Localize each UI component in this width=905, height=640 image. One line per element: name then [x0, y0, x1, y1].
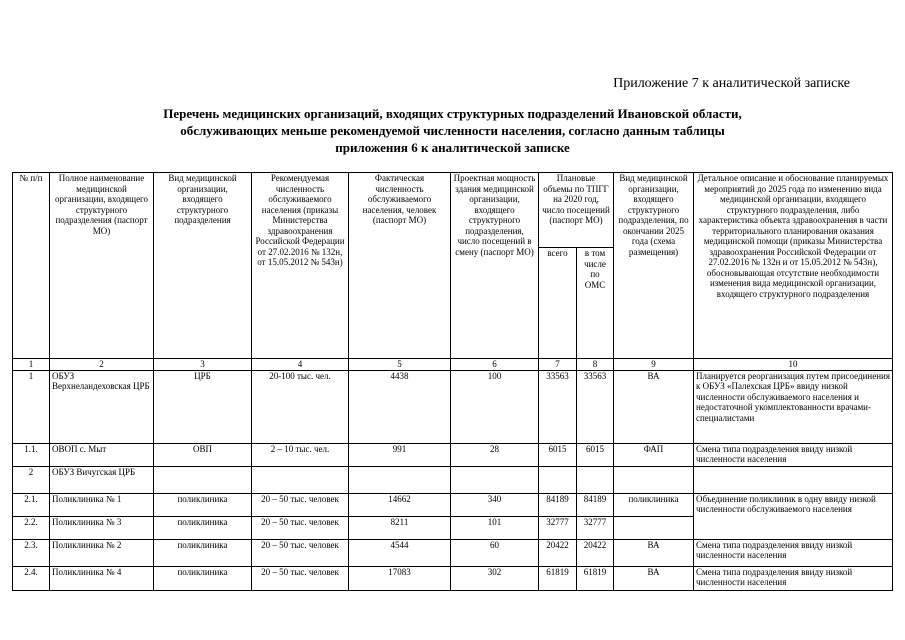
actual-population: 17083	[349, 566, 451, 590]
org-type: поликлиника	[154, 493, 252, 516]
org-type: поликлиника	[154, 539, 252, 566]
row-number: 2.2.	[13, 516, 50, 539]
recommended-population: 20 – 50 тыс. человек	[252, 516, 349, 539]
type-2025	[614, 466, 694, 493]
description: Смена типа подразделения ввиду низкой численности населения	[694, 539, 893, 566]
table-row	[13, 539, 893, 566]
visits-total	[539, 466, 577, 493]
recommended-population: 20 – 50 тыс. человек	[252, 493, 349, 516]
visits-total: 32777	[539, 516, 577, 539]
recommended-population	[252, 466, 349, 493]
column-number-row	[13, 359, 893, 371]
appendix-label: Приложение 7 к аналитической записке	[613, 76, 850, 91]
actual-population: 14662	[349, 493, 451, 516]
title-line-3: приложения 6 к аналитической записке	[335, 140, 570, 155]
header-col-5: Фактическая численность обслуживаемого населения, человек (паспорт МО)	[349, 173, 451, 359]
visits-oms: 6015	[577, 443, 614, 466]
type-2025: ВА	[614, 566, 694, 590]
visits-total: 33563	[539, 370, 577, 443]
table-row	[13, 443, 893, 466]
actual-population: 8211	[349, 516, 451, 539]
header-col-3: Вид медицинской организации, входящего структурного подразделения	[154, 173, 252, 359]
row-number: 1.1.	[13, 443, 50, 466]
design-capacity: 60	[451, 539, 539, 566]
org-type: поликлиника	[154, 516, 252, 539]
design-capacity: 100	[451, 370, 539, 443]
row-number: 2.1.	[13, 493, 50, 516]
row-number: 2	[13, 466, 50, 493]
actual-population: 4544	[349, 539, 451, 566]
col-number: 2	[50, 359, 154, 371]
table-row	[13, 466, 893, 493]
org-name: Поликлиника № 4	[50, 566, 154, 590]
row-number: 2.3.	[13, 539, 50, 566]
header-col-10: Детальное описание и обоснование планируемых мероприятий до 2025 года по изменению вида медицинской организации, входящего структурного подразделения, либо характеристика объекта здравоохранения в части территориального планирования оказания медицинской помощи (приказы Министерства здравоохранения Российской Федерации от 27.02.2016 № 132н и от 15.05.2012 № 543н), обосновывающая отсутствие необходимости изменения вида медицинской организации, входящего структурного подразделения	[694, 173, 893, 359]
visits-total: 6015	[539, 443, 577, 466]
col-number: 6	[451, 359, 539, 371]
actual-population: 991	[349, 443, 451, 466]
col-number: 3	[154, 359, 252, 371]
title-line-2: обслуживающих меньше рекомендуемой численности населения, согласно данным таблицы	[180, 123, 725, 138]
visits-total: 61819	[539, 566, 577, 590]
org-name: ОБУЗ Верхнеландеховская ЦРБ	[50, 370, 154, 443]
org-type: ОВП	[154, 443, 252, 466]
visits-oms: 32777	[577, 516, 614, 539]
header-col-4: Рекомендуемая численность обслуживаемого населения (приказы Министерства здравоохранения Российской Федерации от 27.02.2016 № 132н, от 15.05.2012 № 543н)	[252, 173, 349, 359]
org-type	[154, 466, 252, 493]
org-name: ОВОП с. Мыт	[50, 443, 154, 466]
col-number: 4	[252, 359, 349, 371]
visits-oms: 33563	[577, 370, 614, 443]
description: Смена типа подразделения ввиду низкой численности населения	[694, 566, 893, 590]
type-2025: ВА	[614, 370, 694, 443]
header-col-9: Вид медицинской организации, входящего структурного подразделения, по окончании 2025 года (схема размещения)	[614, 173, 694, 359]
organizations-table	[12, 172, 893, 591]
type-2025	[614, 516, 694, 539]
org-type: поликлиника	[154, 566, 252, 590]
design-capacity: 340	[451, 493, 539, 516]
visits-total: 20422	[539, 539, 577, 566]
type-2025: поликлиника	[614, 493, 694, 516]
document-title	[60, 105, 845, 156]
design-capacity: 28	[451, 443, 539, 466]
header-col-2: Полное наименование медицинской организации, входящего структурного подразделения (паспорт МО)	[50, 173, 154, 359]
header-col-8: в том числе по ОМС	[577, 248, 614, 359]
visits-oms	[577, 466, 614, 493]
type-2025: ВА	[614, 539, 694, 566]
description: Смена типа подразделения ввиду низкой численности населения	[694, 443, 893, 466]
type-2025: ФАП	[614, 443, 694, 466]
org-name: ОБУЗ Вичугская ЦРБ	[50, 466, 154, 493]
col-number: 8	[577, 359, 614, 371]
col-number: 10	[694, 359, 893, 371]
actual-population	[349, 466, 451, 493]
org-name: Поликлиника № 3	[50, 516, 154, 539]
org-name: Поликлиника № 1	[50, 493, 154, 516]
org-name: Поликлиника № 2	[50, 539, 154, 566]
title-line-1: Перечень медицинских организаций, входящих структурных подразделений Ивановской области,	[163, 106, 742, 121]
description: Планируется реорганизация путем присоединения к ОБУЗ «Палехская ЦРБ» ввиду низкой численности обслуживаемого населения и недостаточной укомплектованности врачами-специалистами	[694, 370, 893, 443]
design-capacity: 302	[451, 566, 539, 590]
row-number: 1	[13, 370, 50, 443]
actual-population: 4438	[349, 370, 451, 443]
visits-oms: 20422	[577, 539, 614, 566]
visits-oms: 61819	[577, 566, 614, 590]
recommended-population: 2 – 10 тыс. чел.	[252, 443, 349, 466]
org-type: ЦРБ	[154, 370, 252, 443]
recommended-population: 20-100 тыс. чел.	[252, 370, 349, 443]
header-row	[13, 173, 893, 248]
design-capacity	[451, 466, 539, 493]
col-number: 5	[349, 359, 451, 371]
recommended-population: 20 – 50 тыс. человек	[252, 566, 349, 590]
design-capacity: 101	[451, 516, 539, 539]
recommended-population: 20 – 50 тыс. человек	[252, 539, 349, 566]
header-col-1: № п/п	[13, 173, 50, 359]
table-row	[13, 370, 893, 443]
header-col-7-8: Плановые объемы по ТПГГ на 2020 год, число посещений (паспорт МО)	[539, 173, 614, 248]
visits-oms: 84189	[577, 493, 614, 516]
col-number: 7	[539, 359, 577, 371]
row-number: 2.4.	[13, 566, 50, 590]
visits-total: 84189	[539, 493, 577, 516]
description	[694, 466, 893, 493]
description: Объединение поликлиник в одну ввиду низкой численности обслуживаемого населения	[694, 493, 893, 539]
table-row	[13, 493, 893, 516]
header-col-6: Проектная мощность здания медицинской организации, входящего структурного подразделения, число посещений в смену (паспорт МО)	[451, 173, 539, 359]
col-number: 9	[614, 359, 694, 371]
col-number: 1	[13, 359, 50, 371]
table-row	[13, 566, 893, 590]
header-col-7: всего	[539, 248, 577, 359]
